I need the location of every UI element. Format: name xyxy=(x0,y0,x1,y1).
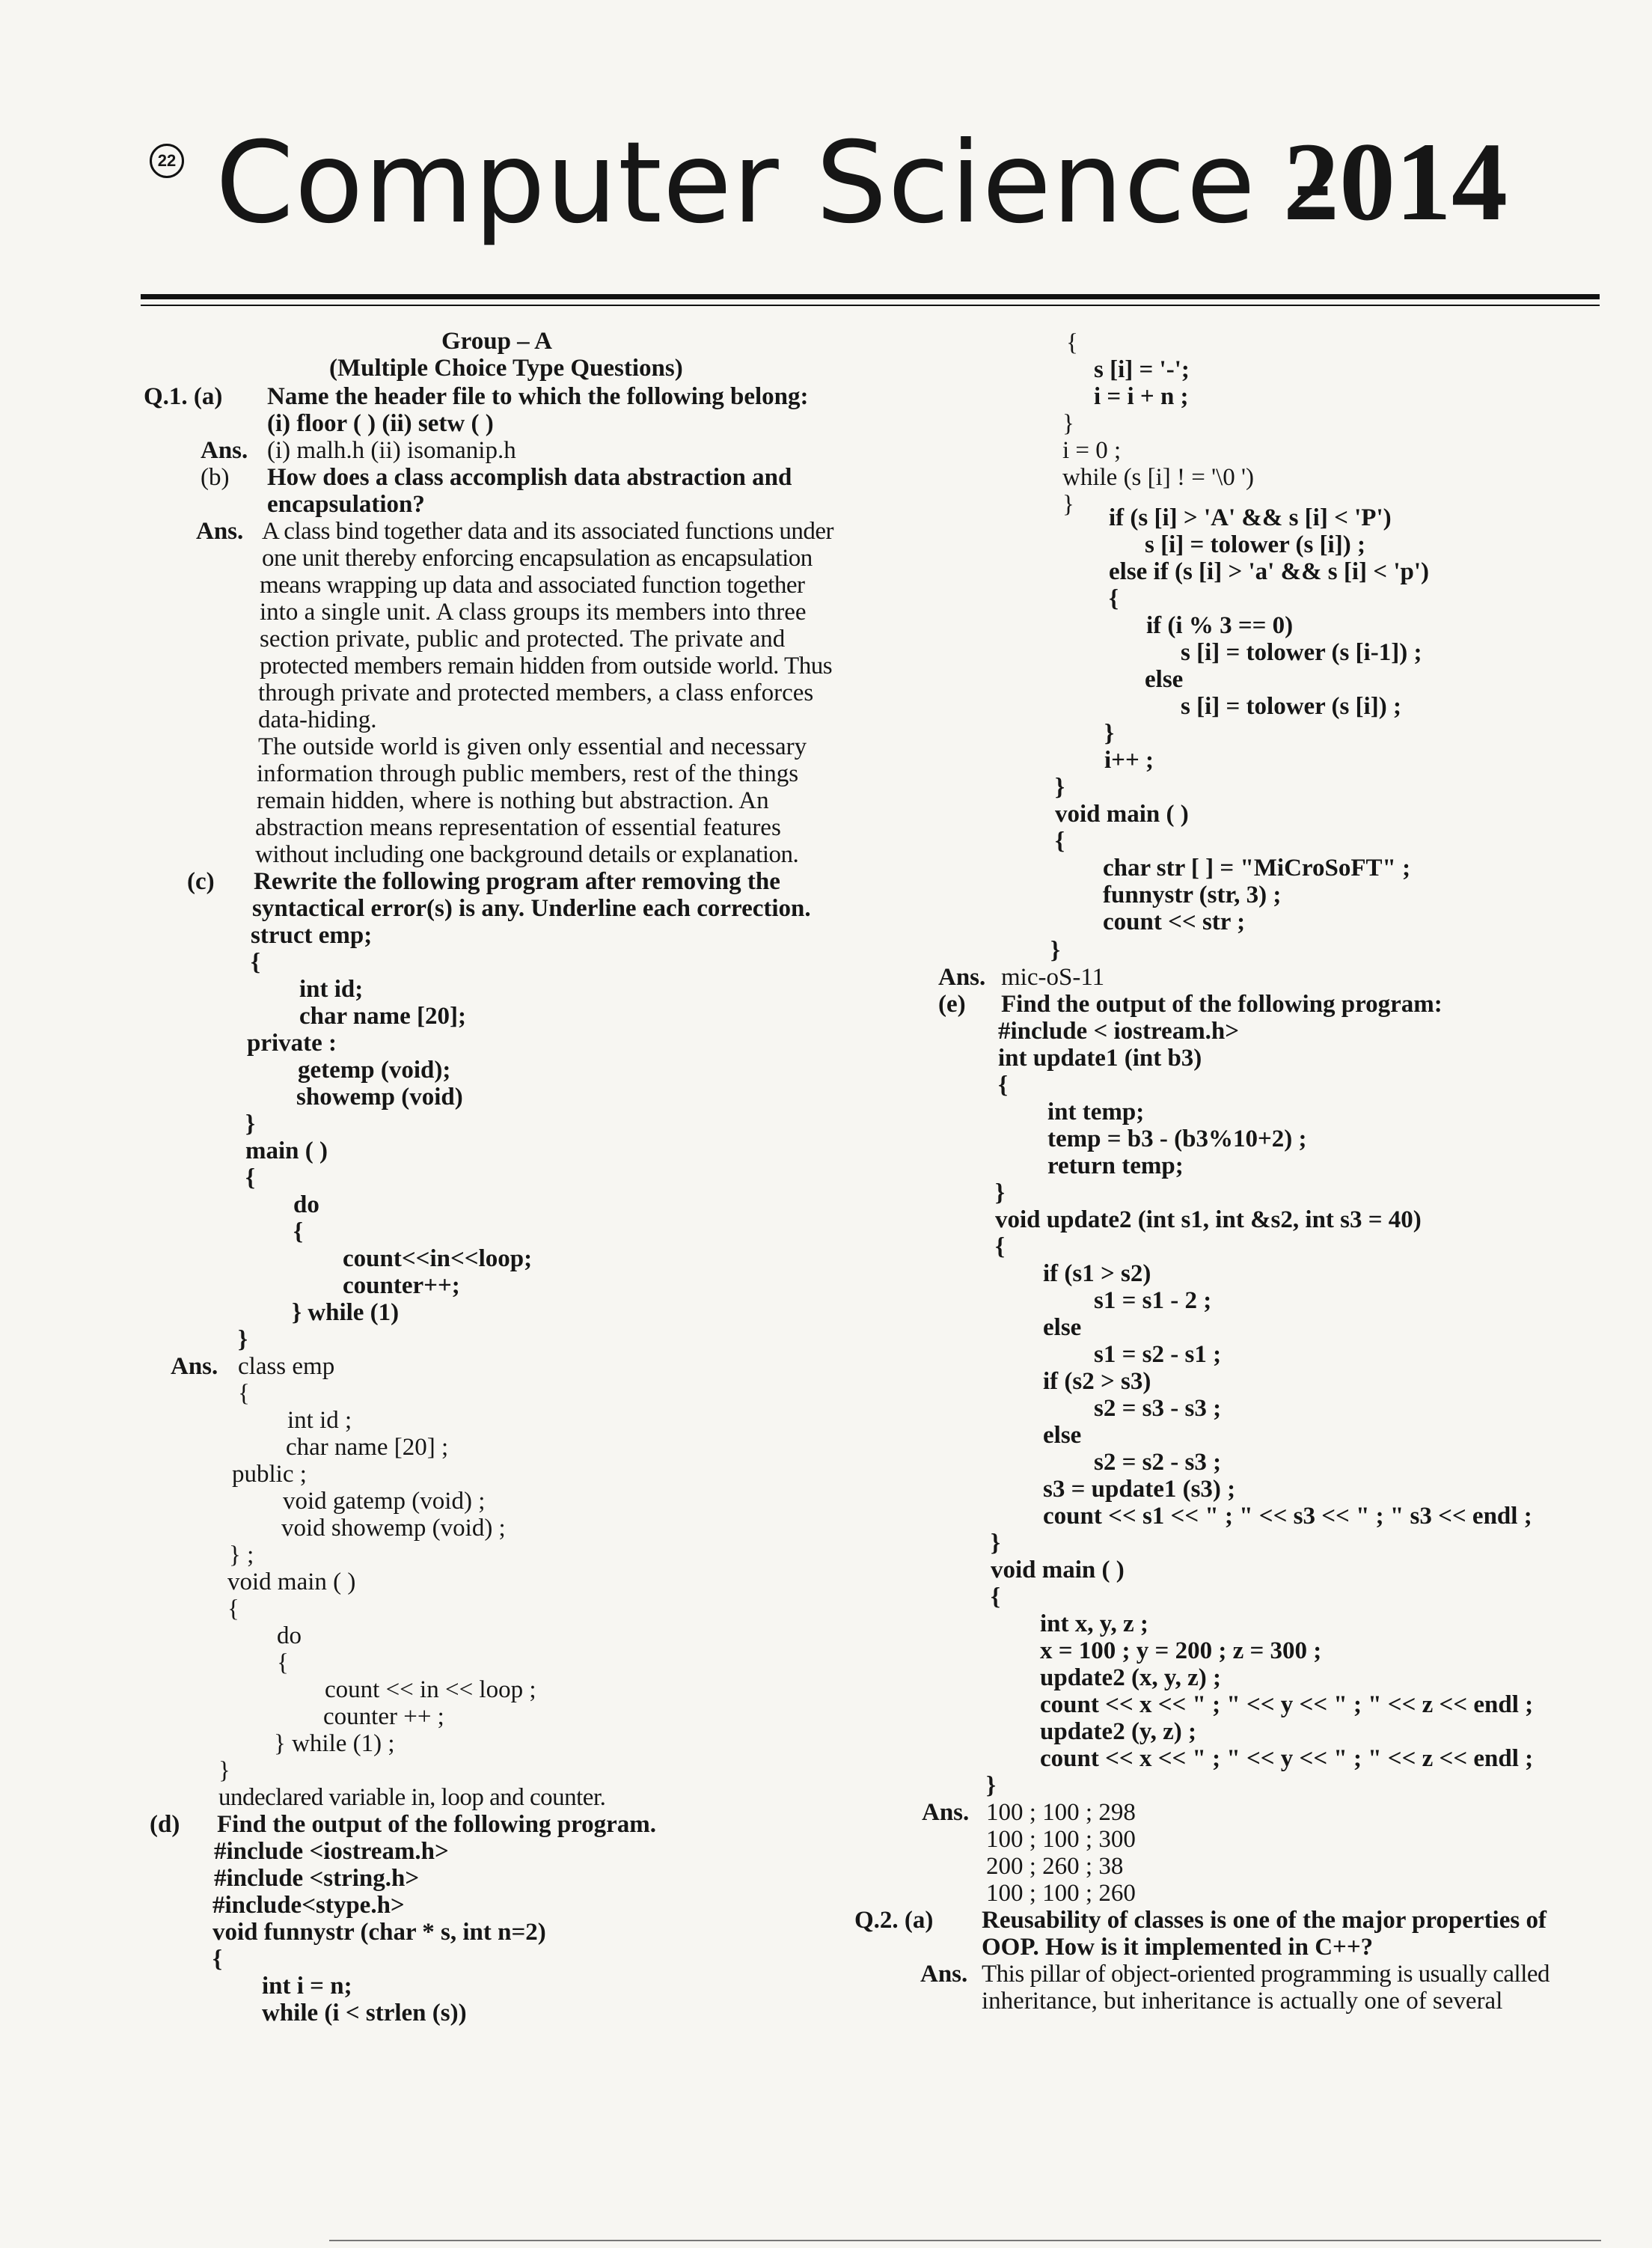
right-text-line: count << x << " ; " << y << " ; " << z << endl ; xyxy=(1040,1691,1534,1718)
right-text-line: i = i + n ; xyxy=(1094,383,1189,410)
left-text-line: Rewrite the following program after removing the xyxy=(254,868,780,895)
left-text-line: } while (1) xyxy=(292,1299,400,1326)
left-text-line: } xyxy=(245,1111,256,1137)
left-text-line: } xyxy=(238,1326,248,1353)
right-text-line: mic-oS-11 xyxy=(1001,964,1105,991)
left-text-line: char name [20] ; xyxy=(286,1434,449,1461)
left-text-line: How does a class accomplish data abstraction and xyxy=(267,464,792,491)
left-text-line: count<<in<<loop; xyxy=(343,1245,533,1272)
right-text-line: OOP. How is it implemented in C++? xyxy=(982,1934,1374,1961)
right-text-line: else xyxy=(1145,666,1184,693)
right-text-line: This pillar of object-oriented programming is usually called xyxy=(982,1961,1550,1988)
left-text-line: Name the header file to which the following belong: xyxy=(267,383,809,410)
left-text-line: public ; xyxy=(232,1461,307,1488)
right-text-line: { xyxy=(998,1072,1009,1099)
left-text-line: section private, public and protected. The private and xyxy=(260,626,786,653)
left-text-line: count << in << loop ; xyxy=(325,1676,536,1703)
right-text-line: { xyxy=(1055,828,1065,855)
left-text-line: int id; xyxy=(299,976,364,1003)
left-text-line: Ans. xyxy=(201,437,248,464)
right-text-line: void main ( ) xyxy=(991,1557,1125,1583)
right-text-line: Ans. xyxy=(922,1799,970,1826)
left-text-line: char name [20]; xyxy=(299,1003,467,1030)
right-text-line: Ans. xyxy=(920,1961,968,1988)
right-text-line: } xyxy=(1104,720,1115,747)
left-text-line: #include <string.h> xyxy=(214,1865,420,1892)
left-text-line: one unit thereby enforcing encapsulation as encapsulation xyxy=(262,545,813,572)
left-text-line: int id ; xyxy=(287,1407,352,1434)
left-text-line: counter++; xyxy=(343,1272,460,1299)
left-text-line: A class bind together data and its associated functions under xyxy=(262,518,834,545)
left-text-line: } while (1) ; xyxy=(274,1730,395,1757)
left-text-line: without including one background details or explanation. xyxy=(255,841,799,868)
left-text-line: syntactical error(s) is any. Underline each correction. xyxy=(252,895,811,922)
right-text-line: 100 ; 100 ; 260 xyxy=(986,1880,1136,1907)
right-text-line: { xyxy=(995,1233,1006,1260)
right-text-line: } xyxy=(986,1772,997,1799)
right-text-line: 200 ; 260 ; 38 xyxy=(986,1853,1124,1880)
right-text-line: x = 100 ; y = 200 ; z = 300 ; xyxy=(1040,1637,1322,1664)
right-text-line: void main ( ) xyxy=(1055,801,1189,828)
right-text-line: } xyxy=(995,1179,1006,1206)
left-text-line: through private and protected members, a class enforces xyxy=(258,679,814,706)
left-text-line: #include<stype.h> xyxy=(212,1892,405,1919)
right-text-line: #include < iostream.h> xyxy=(998,1018,1240,1045)
left-text-line: showemp (void) xyxy=(296,1084,463,1111)
right-text-line: i = 0 ; xyxy=(1062,437,1122,464)
right-text-line: while (s [i] ! = '\0 ') xyxy=(1062,464,1254,491)
left-text-line: do xyxy=(293,1191,319,1218)
right-text-line: if (s [i] > 'A' && s [i] < 'P') xyxy=(1109,504,1392,531)
left-text-line: { xyxy=(293,1218,304,1245)
right-text-line: s2 = s2 - s3 ; xyxy=(1094,1449,1222,1476)
footer-rule xyxy=(329,2240,1601,2241)
right-text-line: char str [ ] = "MiCroSoFT" ; xyxy=(1103,855,1411,882)
left-text-line: (i) floor ( ) (ii) setw ( ) xyxy=(267,410,494,437)
right-text-line: if (s2 > s3) xyxy=(1043,1368,1151,1395)
left-text-line: (Multiple Choice Type Questions) xyxy=(329,355,683,382)
left-text-line: Group – A xyxy=(441,328,552,355)
left-text-line: information through public members, rest of the things xyxy=(257,760,799,787)
right-text-line: } xyxy=(991,1530,1001,1557)
left-text-line: void gatemp (void) ; xyxy=(283,1488,486,1515)
left-text-line: } xyxy=(218,1757,230,1784)
left-text-line: (d) xyxy=(150,1811,180,1838)
left-text-line: (b) xyxy=(201,464,230,491)
right-text-line: count << s1 << " ; " << s3 << " ; " s3 << endl ; xyxy=(1043,1503,1532,1530)
right-text-line: update2 (y, z) ; xyxy=(1040,1718,1196,1745)
right-text-line: s [i] = tolower (s [i]) ; xyxy=(1181,693,1401,720)
left-text-line: while (i < strlen (s)) xyxy=(262,2000,467,2026)
left-text-line: { xyxy=(227,1595,239,1622)
right-text-line: int update1 (int b3) xyxy=(998,1045,1202,1072)
header-rule-thin xyxy=(141,305,1600,306)
right-text-line: } xyxy=(1062,491,1074,518)
right-text-line: Find the output of the following program: xyxy=(1001,991,1443,1018)
right-text-line: s1 = s1 - 2 ; xyxy=(1094,1287,1212,1314)
right-text-line: if (i % 3 == 0) xyxy=(1146,612,1294,639)
right-text-line: s [i] = '-'; xyxy=(1094,356,1190,383)
right-text-line: { xyxy=(1109,585,1119,612)
left-text-line: counter ++ ; xyxy=(323,1703,444,1730)
right-text-line: temp = b3 - (b3%10+2) ; xyxy=(1047,1125,1307,1152)
right-text-line: s2 = s3 - s3 ; xyxy=(1094,1395,1222,1422)
left-text-line: int i = n; xyxy=(262,1973,352,2000)
left-text-line: void showemp (void) ; xyxy=(281,1515,506,1542)
left-text-line: (i) malh.h (ii) isomanip.h xyxy=(267,437,516,464)
page-number-badge: 22 xyxy=(150,144,184,178)
right-text-line: (e) xyxy=(938,991,966,1018)
right-text-line: } xyxy=(1062,410,1074,437)
left-text-line: class emp xyxy=(238,1353,335,1380)
left-text-line: void main ( ) xyxy=(227,1569,356,1595)
left-text-line: Ans. xyxy=(171,1353,218,1380)
right-text-line: s1 = s2 - s1 ; xyxy=(1094,1341,1222,1368)
left-text-line: #include <iostream.h> xyxy=(214,1838,449,1865)
right-text-line: funnystr (str, 3) ; xyxy=(1103,882,1282,908)
right-text-line: void update2 (int s1, int &s2, int s3 = 40) xyxy=(995,1206,1422,1233)
right-text-line: int temp; xyxy=(1047,1099,1145,1125)
left-text-line: protected members remain hidden from outside world. Thus xyxy=(260,653,833,679)
right-text-line: Reusability of classes is one of the major properties of xyxy=(982,1907,1547,1934)
right-text-line: 100 ; 100 ; 298 xyxy=(986,1799,1136,1826)
page-title-subject: Computer Science - xyxy=(215,118,1334,248)
right-text-line: s3 = update1 (s3) ; xyxy=(1043,1476,1236,1503)
left-text-line: do xyxy=(277,1622,302,1649)
left-text-line: Q.1. (a) xyxy=(144,383,223,410)
right-text-line: } xyxy=(1050,937,1061,964)
left-text-line: abstraction means representation of essential features xyxy=(255,814,781,841)
left-text-line: Ans. xyxy=(196,518,244,545)
left-text-line: The outside world is given only essential and necessary xyxy=(258,733,807,760)
right-text-line: s [i] = tolower (s [i-1]) ; xyxy=(1181,639,1422,666)
left-text-line: remain hidden, where is nothing but abstraction. An xyxy=(257,787,769,814)
left-text-line: } ; xyxy=(229,1542,254,1569)
right-text-line: { xyxy=(991,1583,1001,1610)
left-text-line: getemp (void); xyxy=(298,1057,451,1084)
page-title-year: 2014 xyxy=(1283,120,1508,244)
left-text-line: main ( ) xyxy=(245,1137,328,1164)
right-text-line: count << str ; xyxy=(1103,908,1246,935)
right-text-line: i++ ; xyxy=(1104,747,1154,774)
left-text-line: Find the output of the following program. xyxy=(217,1811,657,1838)
right-text-line: Ans. xyxy=(938,964,986,991)
left-text-line: { xyxy=(251,949,261,976)
right-text-line: update2 (x, y, z) ; xyxy=(1040,1664,1221,1691)
right-text-line: inheritance, but inheritance is actually one of several xyxy=(982,1988,1503,2015)
left-text-line: means wrapping up data and associated function together xyxy=(260,572,805,599)
left-text-line: void funnystr (char * s, int n=2) xyxy=(212,1919,546,1946)
left-text-line: (c) xyxy=(187,868,215,895)
left-text-line: struct emp; xyxy=(251,922,373,949)
left-text-line: private : xyxy=(247,1030,337,1057)
left-text-line: encapsulation? xyxy=(267,491,425,518)
left-text-line: { xyxy=(238,1380,250,1407)
right-text-line: } xyxy=(1055,774,1065,801)
left-text-line: { xyxy=(245,1164,256,1191)
right-text-line: if (s1 > s2) xyxy=(1043,1260,1151,1287)
left-text-line: { xyxy=(212,1946,223,1973)
right-text-line: return temp; xyxy=(1047,1152,1184,1179)
left-text-line: into a single unit. A class groups its members into three xyxy=(260,599,807,626)
left-text-line: undeclared variable in, loop and counter. xyxy=(218,1784,606,1811)
left-text-line: data-hiding. xyxy=(258,706,377,733)
left-text-line: { xyxy=(277,1649,289,1676)
right-text-line: else xyxy=(1043,1314,1082,1341)
right-text-line: int x, y, z ; xyxy=(1040,1610,1148,1637)
right-text-line: else if (s [i] > 'a' && s [i] < 'p') xyxy=(1109,558,1430,585)
right-text-line: s [i] = tolower (s [i]) ; xyxy=(1145,531,1365,558)
right-text-line: Q.2. (a) xyxy=(854,1907,934,1934)
right-text-line: count << x << " ; " << y << " ; " << z << endl ; xyxy=(1040,1745,1534,1772)
right-text-line: else xyxy=(1043,1422,1082,1449)
right-text-line: { xyxy=(1066,329,1078,356)
header-rule-thick xyxy=(141,294,1600,299)
right-text-line: 100 ; 100 ; 300 xyxy=(986,1826,1136,1853)
